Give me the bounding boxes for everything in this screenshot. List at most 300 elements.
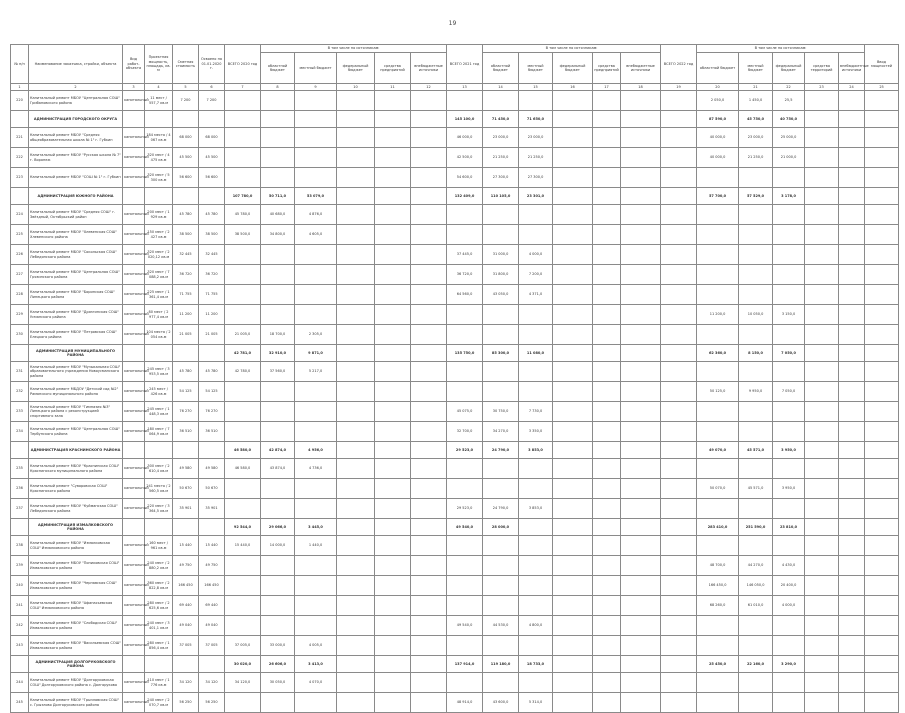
value-cell	[697, 693, 739, 713]
work-type-cell: капитальный	[123, 168, 145, 188]
empty-cell	[123, 519, 145, 536]
value-cell: 68 260,0	[697, 596, 739, 616]
header-type: Вид работ-объекта	[123, 45, 145, 84]
capacity-cell: 320 мест / 5 300 кв.м	[145, 168, 173, 188]
value-cell	[839, 499, 865, 519]
value-cell	[805, 556, 839, 576]
header-total-2020: ВСЕГО 2020 год	[225, 45, 261, 84]
value-cell	[865, 442, 899, 459]
column-number-cell: 15	[519, 84, 553, 91]
value-cell	[411, 499, 447, 519]
header-num: № п/п	[11, 45, 29, 84]
value-cell	[411, 442, 447, 459]
row-number-cell: 230	[11, 325, 29, 345]
value-cell	[553, 442, 593, 459]
value-cell	[447, 576, 483, 596]
value-cell	[553, 188, 593, 205]
group-name-cell: АДМИНИСТРАЦИЯ КРАСНИНСКОГО РАЙОНА	[29, 442, 123, 459]
value-cell	[697, 616, 739, 636]
table-row	[11, 128, 899, 148]
value-cell: 18 733,0	[519, 656, 553, 673]
value-cell	[621, 459, 661, 479]
value-cell	[593, 536, 621, 556]
row-number-cell: 236	[11, 479, 29, 499]
value-cell	[593, 499, 621, 519]
value-cell	[773, 402, 805, 422]
value-cell	[865, 673, 899, 693]
value-cell	[839, 519, 865, 536]
work-type-cell: капитальный	[123, 285, 145, 305]
value-cell	[519, 519, 553, 536]
value-cell	[621, 362, 661, 382]
value-cell	[739, 265, 773, 285]
value-cell	[375, 265, 411, 285]
value-cell: 7 050,0	[773, 345, 805, 362]
value-cell	[593, 305, 621, 325]
table-row	[11, 305, 899, 325]
table-row	[11, 265, 899, 285]
value-cell	[483, 636, 519, 656]
value-cell	[337, 325, 375, 345]
value-cell: 251 590,0	[739, 519, 773, 536]
column-number-cell: 20	[697, 84, 739, 91]
table-row	[11, 596, 899, 616]
object-name-cell: Капитальный ремонт МБОУ "Боринская СОШ" Липецкого района	[29, 285, 123, 305]
value-cell: 21 005,0	[225, 325, 261, 345]
value-cell: 57 529,0	[739, 188, 773, 205]
value-cell: 64 560,0	[447, 285, 483, 305]
value-cell	[337, 479, 375, 499]
value-cell	[447, 596, 483, 616]
value-cell	[337, 656, 375, 673]
work-type-cell: капитальный	[123, 616, 145, 636]
value-cell	[839, 362, 865, 382]
value-cell	[295, 91, 337, 111]
value-cell	[805, 325, 839, 345]
value-cell	[805, 91, 839, 111]
value-cell	[593, 479, 621, 499]
remain-cell: 56 600	[199, 168, 225, 188]
value-cell	[593, 556, 621, 576]
value-cell	[805, 128, 839, 148]
column-number-cell: 8	[261, 84, 295, 91]
value-cell	[295, 402, 337, 422]
value-cell: 5 314,0	[519, 693, 553, 713]
value-cell	[661, 636, 697, 656]
work-type-cell: капитальный	[123, 673, 145, 693]
value-cell	[225, 402, 261, 422]
value-cell	[773, 205, 805, 225]
value-cell	[621, 402, 661, 422]
value-cell: 27 300,0	[483, 168, 519, 188]
value-cell	[337, 499, 375, 519]
header-src-regional-b: областной бюджет	[697, 53, 739, 84]
value-cell	[337, 636, 375, 656]
value-cell	[337, 225, 375, 245]
value-cell	[483, 556, 519, 576]
value-cell: 11 080,0	[519, 345, 553, 362]
remain-cell: 166 450	[199, 576, 225, 596]
value-cell: 62 360,0	[697, 345, 739, 362]
object-name-cell: Капитальный ремонт МБОУ "Средняя общеобразовательная школа № 1" г. Губкин	[29, 128, 123, 148]
value-cell	[621, 536, 661, 556]
value-cell	[375, 128, 411, 148]
value-cell: 7 730,0	[519, 402, 553, 422]
value-cell: 135 750,0	[447, 345, 483, 362]
value-cell	[225, 111, 261, 128]
value-cell	[839, 576, 865, 596]
header-year: Ввод мощностей	[865, 45, 899, 84]
value-cell	[411, 325, 447, 345]
value-cell: 3 413,0	[295, 656, 337, 673]
table-row	[11, 459, 899, 479]
value-cell	[865, 459, 899, 479]
value-cell	[375, 519, 411, 536]
estimate-cell: 69 440	[173, 596, 199, 616]
value-cell	[483, 325, 519, 345]
value-cell: 3 853,0	[519, 499, 553, 519]
value-cell	[447, 673, 483, 693]
value-cell	[375, 402, 411, 422]
value-cell	[375, 168, 411, 188]
value-cell	[593, 442, 621, 459]
row-number-cell: 245	[11, 693, 29, 713]
value-cell	[697, 265, 739, 285]
value-cell	[483, 673, 519, 693]
value-cell	[697, 245, 739, 265]
value-cell	[337, 168, 375, 188]
column-number-cell: 10	[337, 84, 375, 91]
value-cell	[839, 285, 865, 305]
value-cell	[483, 536, 519, 556]
remain-cell: 45 500	[199, 148, 225, 168]
value-cell: 45 075,0	[447, 402, 483, 422]
value-cell	[593, 362, 621, 382]
value-cell	[739, 673, 773, 693]
value-cell	[661, 111, 697, 128]
value-cell	[225, 422, 261, 442]
capacity-cell: 11 мест / 557,7 кв.м	[145, 91, 173, 111]
value-cell: 4 371,0	[519, 285, 553, 305]
value-cell	[805, 499, 839, 519]
value-cell: 53 079,0	[295, 188, 337, 205]
header-group-2022: В том числе по источникам:	[697, 45, 865, 53]
table-row	[11, 636, 899, 656]
column-number-cell: 9	[295, 84, 337, 91]
remain-cell: 34 120	[199, 673, 225, 693]
value-cell	[411, 91, 447, 111]
value-cell	[773, 636, 805, 656]
column-number-cell: 4	[145, 84, 173, 91]
value-cell	[483, 91, 519, 111]
column-number-cell: 1	[11, 84, 29, 91]
estimate-cell: 7 200	[173, 91, 199, 111]
value-cell	[865, 325, 899, 345]
value-cell	[839, 305, 865, 325]
value-cell	[773, 245, 805, 265]
value-cell	[553, 128, 593, 148]
header-src-enterprise: средства предприятий	[375, 53, 411, 84]
capacity-cell: 280 мест / 1 856,4 кв.м	[145, 636, 173, 656]
value-cell	[661, 616, 697, 636]
header-src-other-b: внебюджетные источники	[839, 53, 865, 84]
value-cell	[553, 596, 593, 616]
value-cell	[375, 362, 411, 382]
value-cell: 31 800,0	[483, 265, 519, 285]
value-cell	[839, 536, 865, 556]
value-cell	[865, 111, 899, 128]
value-cell: 43 874,0	[261, 459, 295, 479]
value-cell: 32 910,0	[261, 345, 295, 362]
value-cell	[621, 325, 661, 345]
value-cell	[593, 168, 621, 188]
table-row	[11, 499, 899, 519]
remain-cell: 50 670	[199, 479, 225, 499]
capacity-cell: 245 мест / 426 кв.м	[145, 382, 173, 402]
value-cell	[621, 673, 661, 693]
value-cell: 37 445,0	[447, 245, 483, 265]
value-cell	[805, 111, 839, 128]
value-cell	[865, 556, 899, 576]
capacity-cell: 241 место / 2 560,5 кв.м	[145, 479, 173, 499]
value-cell: 43 050,0	[483, 285, 519, 305]
value-cell	[661, 128, 697, 148]
value-cell	[337, 91, 375, 111]
column-number-cell: 21	[739, 84, 773, 91]
value-cell	[865, 576, 899, 596]
value-cell	[773, 325, 805, 345]
value-cell	[697, 362, 739, 382]
value-cell: 42 781,0	[225, 345, 261, 362]
value-cell: 45 571,0	[739, 442, 773, 459]
work-type-cell: капитальный	[123, 536, 145, 556]
work-type-cell: капитальный	[123, 91, 145, 111]
value-cell	[411, 556, 447, 576]
value-cell	[805, 693, 839, 713]
value-cell: 3 445,0	[295, 519, 337, 536]
value-cell	[447, 479, 483, 499]
remain-cell: 35 901	[199, 499, 225, 519]
value-cell: 36 720,0	[447, 265, 483, 285]
value-cell	[411, 285, 447, 305]
empty-cell	[145, 111, 173, 128]
value-cell	[411, 205, 447, 225]
value-cell	[865, 285, 899, 305]
value-cell	[621, 556, 661, 576]
value-cell	[261, 596, 295, 616]
header-src-local: местный бюджет	[295, 53, 337, 84]
work-type-cell: капитальный	[123, 225, 145, 245]
table-row	[11, 693, 899, 713]
work-type-cell: капитальный	[123, 636, 145, 656]
value-cell	[337, 422, 375, 442]
value-cell	[739, 168, 773, 188]
value-cell	[295, 556, 337, 576]
object-name-cell: Капитальный ремонт МБОУ "Средняя СОШ" г. Звёздный, Октябрьский район	[29, 205, 123, 225]
capacity-cell: 280 мест / 2 625,6 кв.м	[145, 596, 173, 616]
value-cell	[225, 576, 261, 596]
estimate-cell: 34 120	[173, 673, 199, 693]
value-cell: 3 950,0	[773, 479, 805, 499]
value-cell	[805, 442, 839, 459]
estimate-cell: 49 040	[173, 616, 199, 636]
value-cell	[621, 596, 661, 616]
value-cell	[337, 556, 375, 576]
table-row	[11, 616, 899, 636]
value-cell	[661, 442, 697, 459]
value-cell	[411, 148, 447, 168]
remain-cell: 69 440	[199, 596, 225, 616]
value-cell: 8 150,0	[739, 345, 773, 362]
value-cell	[593, 422, 621, 442]
value-cell	[805, 576, 839, 596]
value-cell	[661, 265, 697, 285]
value-cell	[447, 205, 483, 225]
value-cell	[337, 693, 375, 713]
value-cell	[375, 499, 411, 519]
value-cell	[739, 616, 773, 636]
value-cell	[337, 616, 375, 636]
value-cell	[839, 673, 865, 693]
work-type-cell: капитальный	[123, 402, 145, 422]
value-cell	[865, 205, 899, 225]
value-cell	[865, 345, 899, 362]
value-cell	[295, 693, 337, 713]
column-number-cell: 18	[621, 84, 661, 91]
table-row	[11, 422, 899, 442]
value-cell: 37 560,0	[261, 362, 295, 382]
value-cell	[295, 128, 337, 148]
value-cell: 50 711,0	[261, 188, 295, 205]
value-cell	[621, 519, 661, 536]
estimate-cell: 36 720	[173, 265, 199, 285]
capacity-cell: 245 мест / 1 448,3 кв.м	[145, 402, 173, 422]
value-cell	[519, 205, 553, 225]
value-cell	[661, 345, 697, 362]
value-cell	[375, 382, 411, 402]
object-name-cell: Капитальный ремонт МБОУ "Краснинская СОШ" Краснинского муниципального района	[29, 459, 123, 479]
value-cell	[519, 673, 553, 693]
value-cell	[773, 536, 805, 556]
value-cell: 23 810,0	[773, 519, 805, 536]
value-cell: 4 070,0	[295, 673, 337, 693]
remain-cell: 45 780	[199, 362, 225, 382]
value-cell	[621, 265, 661, 285]
value-cell: 50 070,0	[697, 479, 739, 499]
column-number-cell: 3	[123, 84, 145, 91]
value-cell: 145 100,0	[447, 111, 483, 128]
row-number-cell: 233	[11, 402, 29, 422]
object-name-cell: Капитальный ремонт МБОУ "Долгоруковская СОШ" Долгоруковского района с. Долгоруково	[29, 673, 123, 693]
value-cell	[697, 536, 739, 556]
value-cell	[661, 188, 697, 205]
value-cell	[773, 693, 805, 713]
value-cell: 71 650,0	[519, 111, 553, 128]
value-cell	[553, 382, 593, 402]
value-cell	[805, 459, 839, 479]
value-cell	[621, 656, 661, 673]
value-cell	[839, 693, 865, 713]
value-cell	[483, 382, 519, 402]
value-cell	[593, 345, 621, 362]
value-cell	[839, 382, 865, 402]
value-cell	[295, 265, 337, 285]
value-cell	[337, 345, 375, 362]
value-cell	[295, 596, 337, 616]
value-cell	[553, 225, 593, 245]
estimate-cell: 56 250	[173, 693, 199, 713]
value-cell	[447, 362, 483, 382]
value-cell	[739, 362, 773, 382]
table-row	[11, 556, 899, 576]
value-cell	[261, 693, 295, 713]
value-cell	[773, 265, 805, 285]
value-cell	[593, 148, 621, 168]
value-cell	[621, 148, 661, 168]
value-cell	[805, 616, 839, 636]
value-cell	[483, 205, 519, 225]
value-cell	[519, 225, 553, 245]
value-cell	[739, 402, 773, 422]
value-cell: 4 800,0	[519, 616, 553, 636]
header-total-2022: ВСЕГО 2022 год	[661, 45, 697, 84]
value-cell: 34 270,0	[483, 422, 519, 442]
value-cell: 40 680,0	[261, 205, 295, 225]
value-cell	[839, 459, 865, 479]
value-cell	[865, 479, 899, 499]
work-type-cell: капитальный	[123, 148, 145, 168]
group-row	[11, 656, 899, 673]
capacity-cell: 160 мест / 961 кв.м	[145, 536, 173, 556]
value-cell	[739, 422, 773, 442]
value-cell	[375, 91, 411, 111]
value-cell	[805, 148, 839, 168]
value-cell	[593, 636, 621, 656]
value-cell	[483, 459, 519, 479]
value-cell	[593, 245, 621, 265]
value-cell: 21 250,0	[519, 148, 553, 168]
value-cell: 1 450,0	[739, 91, 773, 111]
row-number-cell: 228	[11, 285, 29, 305]
estimate-cell: 76 270	[173, 402, 199, 422]
value-cell	[375, 459, 411, 479]
value-cell	[773, 499, 805, 519]
value-cell: 3 950,0	[773, 442, 805, 459]
row-number-cell	[11, 188, 29, 205]
value-cell	[337, 402, 375, 422]
group-row	[11, 442, 899, 459]
value-cell: 7 050,0	[773, 382, 805, 402]
group-row	[11, 111, 899, 128]
estimate-cell: 56 600	[173, 168, 199, 188]
value-cell: 37 005,0	[225, 636, 261, 656]
value-cell	[697, 459, 739, 479]
value-cell	[553, 402, 593, 422]
value-cell	[261, 576, 295, 596]
value-cell	[225, 499, 261, 519]
value-cell	[839, 265, 865, 285]
remain-cell: 7 200	[199, 91, 225, 111]
value-cell	[375, 148, 411, 168]
value-cell	[519, 556, 553, 576]
value-cell: 3 350,0	[519, 422, 553, 442]
column-number-cell: 12	[411, 84, 447, 91]
estimate-cell: 38 500	[173, 225, 199, 245]
value-cell: 29 523,0	[447, 499, 483, 519]
column-number-cell: 17	[593, 84, 621, 91]
value-cell	[593, 188, 621, 205]
value-cell	[519, 362, 553, 382]
